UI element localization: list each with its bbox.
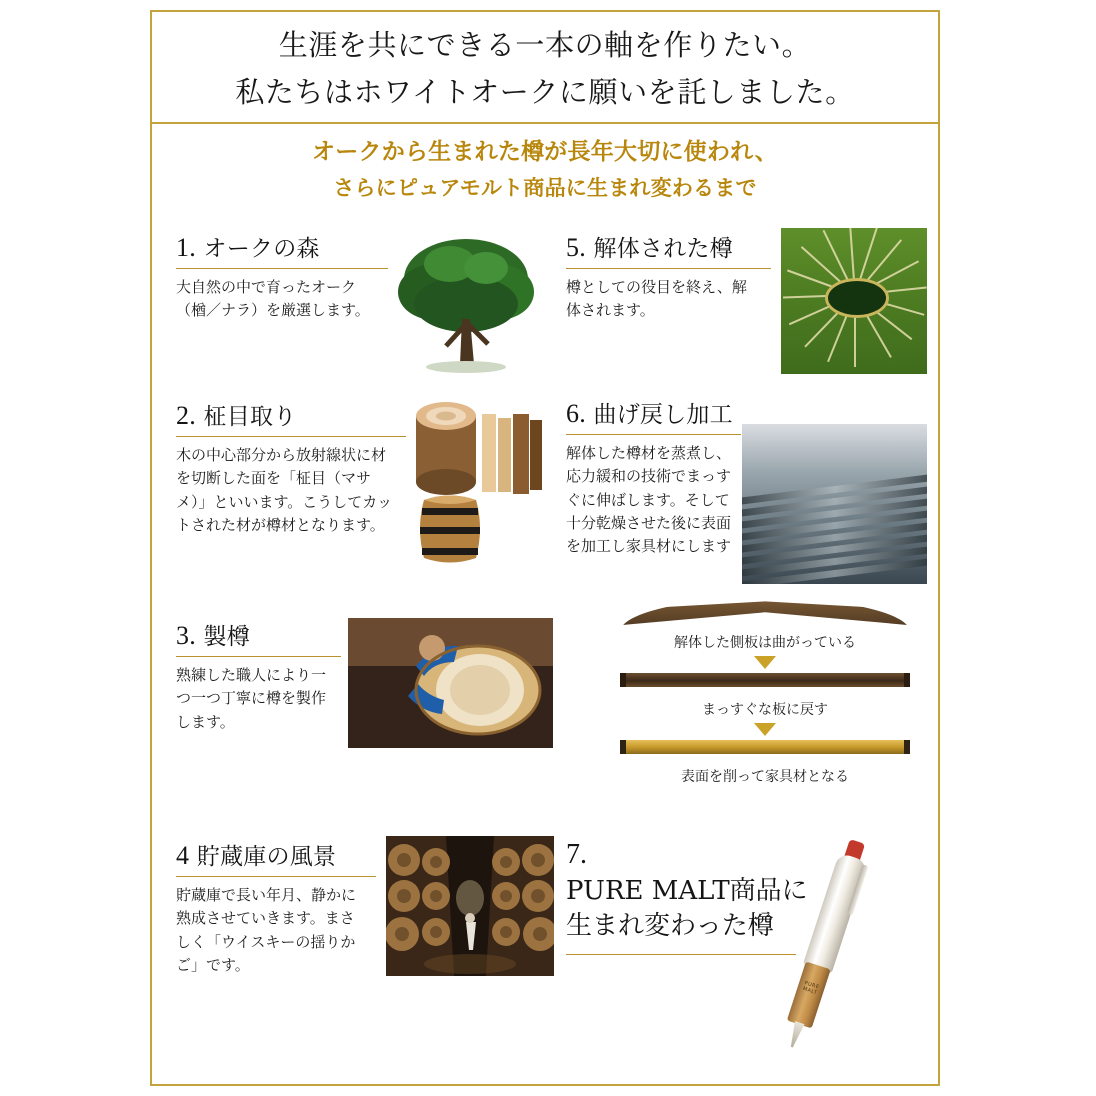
- step-3-title: [176, 618, 341, 651]
- step-1-number: 1.: [176, 233, 196, 262]
- step-5-number: 5.: [566, 233, 586, 262]
- tree-icon: [388, 224, 543, 374]
- step-7-number: 7.: [566, 839, 587, 870]
- step-3: [176, 618, 341, 734]
- step-2-rule: [176, 436, 406, 437]
- step-1-rule: [176, 268, 396, 269]
- subtitle-line-2: さらにピュアモルト商品に生まれ変わるまで: [333, 175, 757, 200]
- subtitle-line-1: オークから生まれた樽が長年大切に使われ、: [312, 138, 778, 165]
- pen-barrel: [803, 852, 868, 973]
- step-4-rule: [176, 876, 376, 877]
- step-6-heading: 曲げ戻し加工: [593, 402, 733, 428]
- step-1-body: 大自然の中で育ったオーク（楢／ナラ）を厳選します。: [176, 278, 370, 320]
- stave-caption-1: 解体した側板は曲がっている: [674, 635, 856, 651]
- warehouse-icon: [386, 836, 554, 976]
- step-4-title: [176, 838, 376, 871]
- step-6-number: 6.: [566, 399, 586, 428]
- step-7-rule: [566, 954, 796, 955]
- step-2-body: 木の中心部分から放射線状に材を切断した面を「柾目（マサメ）」といいます。こうしてカットされた材が樽材となります。: [176, 446, 393, 534]
- step-5-heading: 解体された樽: [593, 236, 733, 262]
- step-6-title: [566, 396, 741, 429]
- step-4: [176, 838, 376, 977]
- step-2-number: 2.: [176, 401, 196, 430]
- step-2: [176, 398, 406, 537]
- log-cross-section-and-barrel-illustration: [408, 396, 553, 571]
- arrow-down-icon-2: [754, 723, 776, 736]
- step-2-title: [176, 398, 406, 431]
- step-6-rule: [566, 434, 741, 435]
- step-7-heading-1: PURE MALT商品に: [566, 875, 808, 906]
- flat-stave-illustration: [620, 673, 910, 687]
- warehouse-barrel-rows-photo: [386, 836, 554, 976]
- finished-gold-stave-illustration: [620, 740, 910, 754]
- step-4-number: 4: [176, 841, 190, 870]
- step-5-rule: [566, 268, 771, 269]
- arrow-down-icon-1: [754, 656, 776, 669]
- step-7-heading-2: 生まれ変わった樽: [566, 910, 774, 941]
- step-5-body: 樽としての役目を終え、解体されます。: [566, 278, 747, 320]
- stave-caption-2: まっすぐな板に戻す: [702, 702, 828, 718]
- step-7-number-line: [566, 836, 826, 874]
- step-1-title: [176, 230, 396, 263]
- step-5: [566, 230, 771, 323]
- step-1-heading: オークの森: [203, 236, 320, 262]
- pen-label: PURE MALT: [801, 980, 821, 997]
- step-3-heading: 製樽: [203, 624, 250, 650]
- stacked-planks-workshop-photo: [742, 424, 927, 584]
- stave-caption-3: 表面を削って家具材となる: [681, 769, 849, 785]
- cooper-making-barrel-photo: [348, 618, 553, 748]
- oak-forest-tree-photo: [388, 224, 543, 374]
- disassembled-barrel-staves-aerial-photo: [781, 228, 927, 374]
- log-and-barrel-icon: [408, 396, 553, 571]
- poster-subtitle: [152, 133, 938, 202]
- poster-header: [152, 12, 938, 124]
- step-6: [566, 396, 741, 558]
- step-6-body: 解体した樽材を蒸煮し、応力緩和の技術でまっすぐに伸ばします。そして十分乾燥させた後に表面を加工し家具材にします: [566, 444, 732, 555]
- step-5-title: [566, 230, 771, 263]
- pen-tip: [787, 1021, 805, 1049]
- curved-stave-illustration: [620, 598, 910, 632]
- header-line-2: 私たちはホワイトオークに願いを託しました。: [235, 75, 855, 109]
- step-4-body: 貯蔵庫で長い年月、静かに熟成させていきます。まさしく「ウイスキーの揺りかご」です。: [176, 886, 357, 974]
- header-line-1: 生涯を共にできる一本の軸を作りたい。: [278, 28, 812, 62]
- step-4-heading: 貯蔵庫の風景: [196, 844, 337, 870]
- step-3-number: 3.: [176, 621, 196, 650]
- step-3-body: 熟練した職人により一つ一つ丁寧に樽を製作します。: [176, 666, 327, 731]
- step-1: [176, 230, 396, 323]
- stave-bend-diagram: [600, 598, 930, 786]
- step-3-rule: [176, 656, 341, 657]
- pen-wood-grip: [787, 961, 831, 1028]
- cooper-barrel-icon: [348, 618, 553, 748]
- step-2-heading: 柾目取り: [203, 404, 297, 430]
